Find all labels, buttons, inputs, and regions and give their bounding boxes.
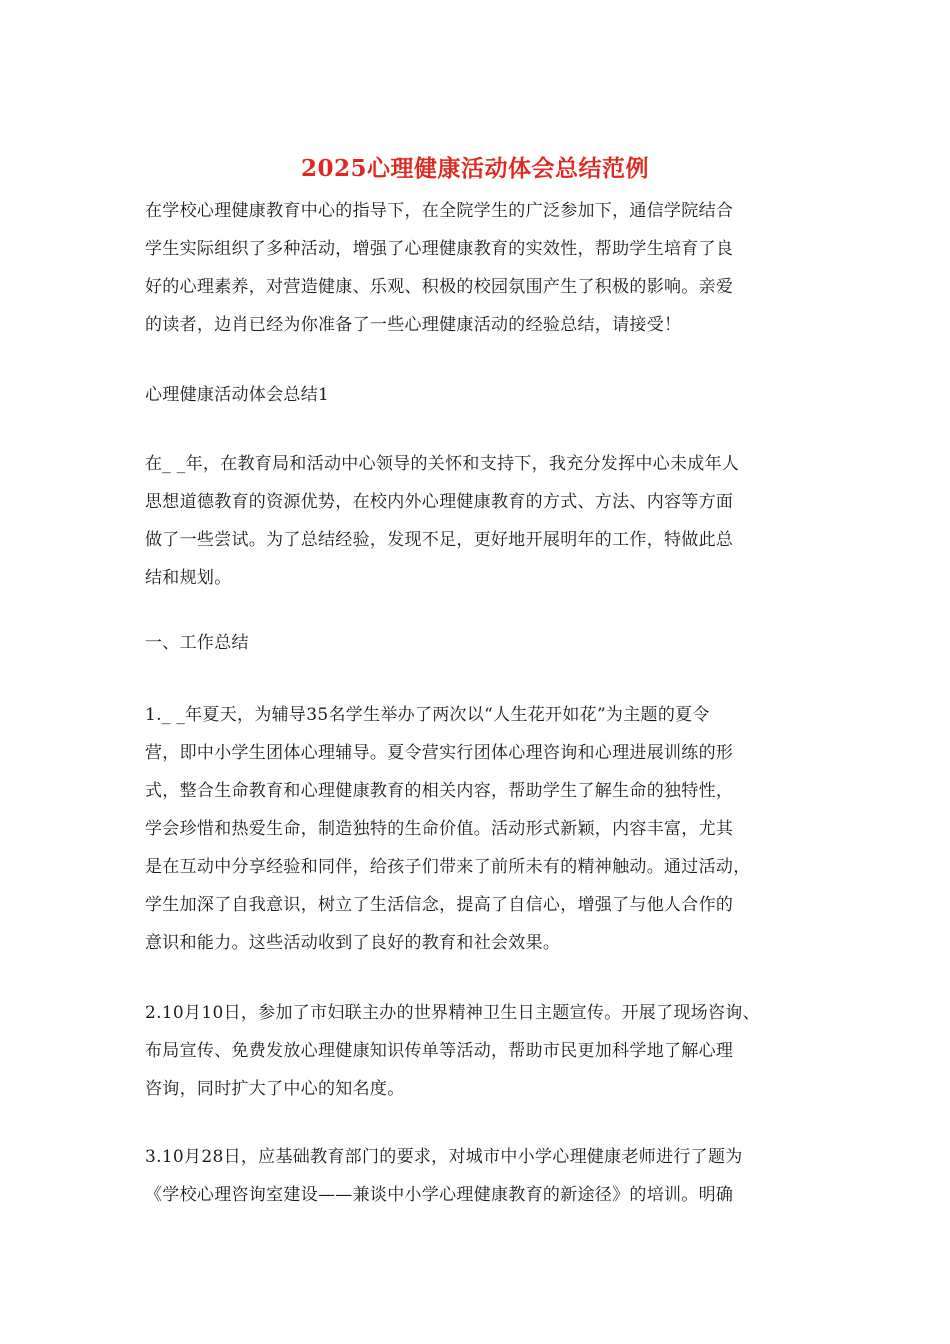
intro-line: 学生实际组织了多种活动，增强了心理健康教育的实效性，帮助学生培育了良 [145,239,734,259]
item1-line: 1._ _年夏天，为辅导35名学生举办了两次以“人生花开如花”为主题的夏令 [145,705,710,725]
intro-line: 好的心理素养，对营造健康、乐观、积极的校园氛围产生了积极的影响。亲爱 [145,277,734,297]
item3-line: 3.10月28日，应基础教育部门的要求，对城市中小学心理健康老师进行了题为 [145,1147,743,1167]
item1-line: 意识和能力。这些活动收到了良好的教育和社会效果。 [145,933,561,953]
paragraph-line: 结和规划。 [145,568,232,588]
paragraph-line: 做了一些尝试。为了总结经验，发现不足，更好地开展明年的工作，特做此总 [145,530,734,550]
item2-line: 咨询，同时扩大了中心的知名度。 [145,1079,405,1099]
intro-line: 在学校心理健康教育中心的指导下，在全院学生的广泛参加下，通信学院结合 [145,201,734,221]
item2-line: 2.10月10日，参加了市妇联主办的世界精神卫生日主题宣传。开展了现场咨询、 [145,1003,760,1023]
section-heading: 心理健康活动体会总结1 [145,385,330,405]
subheading: 一、工作总结 [145,633,249,653]
item1-line: 是在互动中分享经验和同伴，给孩子们带来了前所未有的精神触动。通过活动， [145,857,751,877]
paragraph-line: 思想道德教育的资源优势，在校内外心理健康教育的方式、方法、内容等方面 [145,492,734,512]
item1-line: 营，即中小学生团体心理辅导。夏令营实行团体心理咨询和心理进展训练的形 [145,743,734,763]
item3-line: 《学校心理咨询室建设——兼谈中小学心理健康教育的新途径》的培训。明确 [145,1185,734,1205]
paragraph-line: 在_ _年，在教育局和活动中心领导的关怀和支持下，我充分发挥中心未成年人 [145,454,740,474]
item1-line: 学会珍惜和热爱生命，制造独特的生命价值。活动形式新颖，内容丰富，尤其 [145,819,734,839]
intro-line: 的读者，边肖已经为你准备了一些心理健康活动的经验总结，请接受！ [145,315,682,335]
item2-line: 布局宣传、免费发放心理健康知识传单等活动，帮助市民更加科学地了解心理 [145,1041,734,1061]
item1-line: 式，整合生命教育和心理健康教育的相关内容，帮助学生了解生命的独特性， [145,781,734,801]
document-title: 2025心理健康活动体会总结范例 [300,155,649,182]
item1-line: 学生加深了自我意识，树立了生活信念，提高了自信心，增强了与他人合作的 [145,895,734,915]
